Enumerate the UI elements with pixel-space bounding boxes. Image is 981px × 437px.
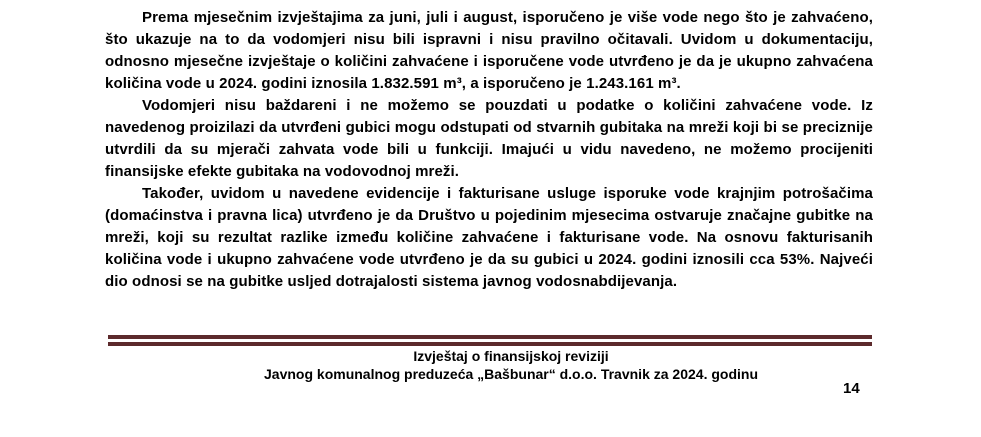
page-number: 14 xyxy=(843,380,860,397)
footer-report-title: Izvještaj o finansijskoj reviziji xyxy=(413,348,609,364)
paragraph-network-losses: Također, uvidom u navedene evidencije i fakturisane usluge isporuke vode krajnjim potrošačima (domaćinstva i pravna lica) utvrđeno je da Društvo u pojedinim mjesecima ostvaruje značajne gubitke na mreži, koji su rezultat razlike između količine zahvaćene i fakturisane vode. Na osnovu fakturisanih količina vode i ukupno zahvaćene vode utvrđeno je da su gubici u 2024. godini iznosili cca 53%. Najveći dio odnosi se na gubitke usljed dotrajalosti sistema javnog vodosnabdijevanja. xyxy=(105,185,873,290)
paragraph-water-quantities: Prema mjesečnim izvještajima za juni, juli i august, isporučeno je više vode nego što je zahvaćeno, što ukazuje na to da vodomjeri nisu bili ispravni i nisu pravilno očitavali. Uvidom u dokumentaciju, odnosno mjesečne izvještaje o količini zahvaćene i isporučene vode utvrđeno je da je ukupno zahvaćena količina vode u 2024. godini iznosila 1.832.591 m³, a isporučeno je 1.243.161 m³. xyxy=(105,9,873,92)
footer-double-rule xyxy=(108,335,872,346)
footer-company-name: Javnog komunalnog preduzeća „Bašbunar“ d.o.o. Travnik za 2024. godinu xyxy=(264,365,758,382)
report-body-text xyxy=(105,7,873,293)
page-footer xyxy=(105,348,917,383)
paragraph-water-meters-calibration: Vodomjeri nisu baždareni i ne možemo se pouzdati u podatke o količini zahvaćene vode. Iz navedenog proizilazi da utvrđeni gubici mogu odstupati od stvarnih gubitaka na mreži koji bi se preciznije utvrdili da su mjerači zahvata vode bili u funkciji. Imajući u vidu navedeno, ne možemo procijeniti finansijske efekte gubitaka na vodovodnoj mreži. xyxy=(105,97,873,180)
